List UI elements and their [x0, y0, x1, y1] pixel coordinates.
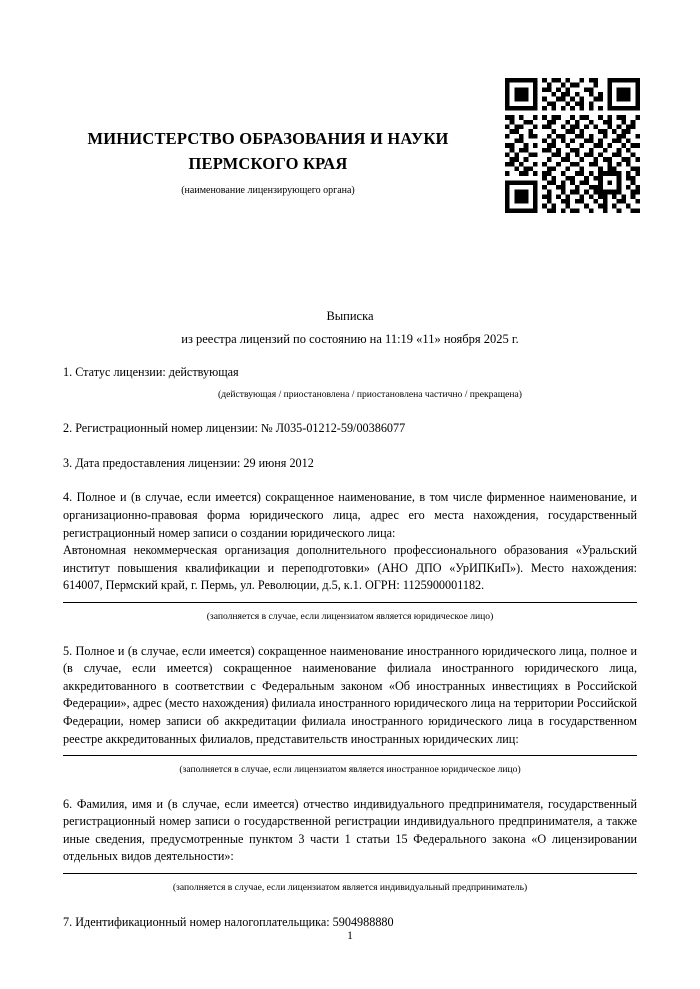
item-7 — [63, 914, 637, 932]
item-6-divider — [63, 873, 637, 874]
document-title — [40, 305, 660, 351]
item-5 — [63, 643, 637, 779]
document-header — [48, 126, 488, 196]
page-number: 1 — [347, 930, 353, 942]
item-1-note: (действующая / приостановлена / приостановлена частично / прекращена) — [218, 388, 522, 400]
document-body — [63, 364, 637, 931]
item-1-text: 1. Статус лицензии: действующая — [63, 365, 239, 379]
item-2-text: 2. Регистрационный номер лицензии: № Л035-01212-59/00386077 — [63, 421, 406, 436]
qr-code — [505, 78, 640, 213]
item-3-text: 3. Дата предоставления лицензии: 29 июня 2012 — [63, 455, 314, 470]
item-5-note: (заполняется в случае, если лицензиатом является иностранное юридическое лицо) — [179, 764, 521, 776]
item-4-note: (заполняется в случае, если лицензиатом является юридическое лицо) — [206, 610, 494, 622]
title-line2: из реестра лицензий по состоянию на 11:19 «11» ноября 2025 г. — [181, 332, 519, 346]
item-4 — [63, 489, 637, 625]
qr-code-image — [505, 78, 640, 213]
title-line1: Выписка — [326, 309, 374, 323]
item-1 — [63, 364, 637, 403]
item-7-text: 7. Идентификационный номер налогоплательщика: 5904988880 — [63, 914, 394, 929]
ministry-name-note: (наименование лицензирующего органа) — [181, 185, 355, 196]
item-4-divider — [63, 602, 637, 603]
ministry-name-line1: МИНИСТЕРСТВО ОБРАЗОВАНИЯ И НАУКИ — [87, 129, 449, 148]
item-2 — [63, 420, 637, 438]
item-4-text: 4. Полное и (в случае, если имеется) сокращенное наименование, в том числе фирменное наименование, и организационно-правовая форма юридического лица, адрес его места нахождения, государственный регистрационный номер записи о создании юридического лица: — [63, 490, 637, 540]
item-3 — [63, 455, 637, 473]
ministry-name-line2: ПЕРМСКОГО КРАЯ — [188, 154, 348, 173]
item-5-divider — [63, 755, 637, 756]
item-6-note: (заполняется в случае, если лицензиатом является индивидуальный предприниматель) — [172, 882, 528, 894]
item-6 — [63, 796, 637, 897]
item-6-text: 6. Фамилия, имя и (в случае, если имеется) отчество индивидуального предпринимателя, государственный регистрационный номер записи о государственной регистрации индивидуального предпринимателя, а также иные сведения, предусмотренные пунктом 3 части 1 статьи 15 Федерального закона «О лицензировании отдельных видов деятельности»: — [63, 796, 637, 864]
item-5-text: 5. Полное и (в случае, если имеется) сокращенное наименование иностранного юридического лица, полное и (в случае, если имеется) сокращенное наименование филиала иностранного юридического лица, аккредитованного в соответствии с Федеральным законом «Об иностранных инвестициях в Российской Федерации», адрес (место нахождения) филиала иностранного юридического лица на территории Российской Федерации, номер записи об аккредитации филиала иностранного юридического лица в государственном реестре аккредитованных филиалов, представительств иностранных юридических лиц: — [63, 643, 637, 746]
item-4-value: Автономная некоммерческая организация дополнительного профессионального образования «Уральский институт повышения квалификации и переподготовки» (АНО ДПО «УрИПКиП»). Место нахождения: 614007, Пермский край, г. Пермь, ул. Революции, д.5, к.1. ОГРН: 1125900001182. — [63, 543, 637, 593]
